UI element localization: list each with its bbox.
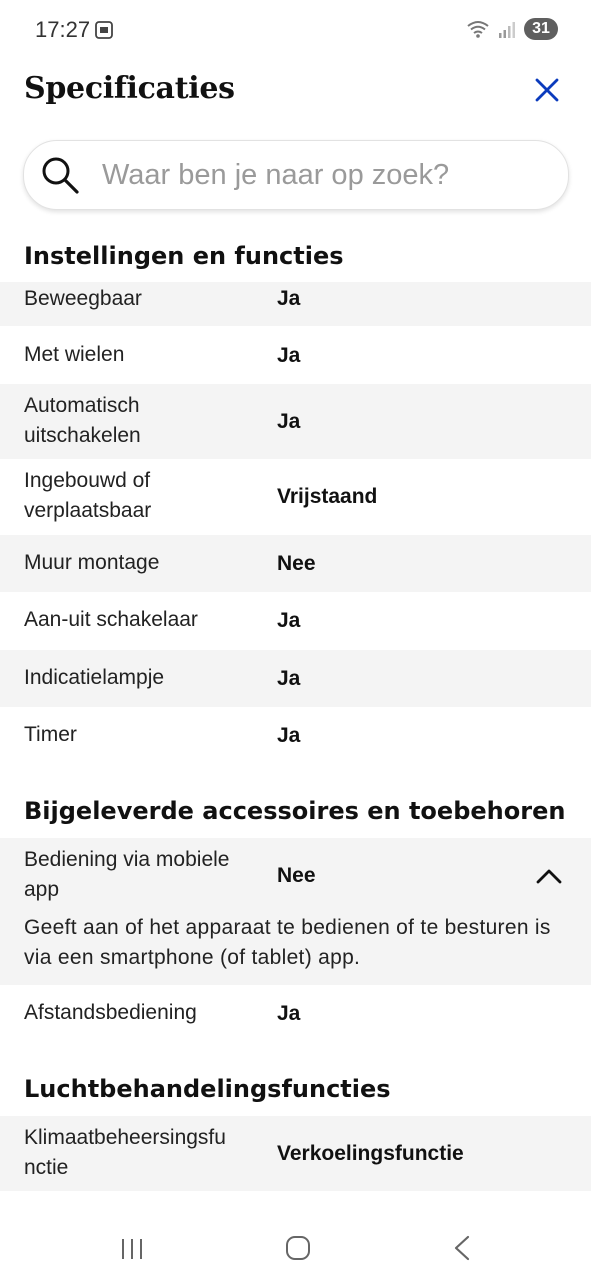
spec-row [0,459,591,535]
close-icon[interactable] [533,76,561,104]
spec-value: Ja [277,609,301,632]
spec-label: Afstandsbediening [24,1001,197,1024]
spec-description: Geeft aan of het apparaat te bedienen of te besturen is via een smartphone (of tablet) app. [24,916,551,969]
search-input[interactable] [100,158,524,193]
spec-label: Timer [24,723,77,746]
battery-badge: 31 [524,18,558,40]
spec-label: Met wielen [24,343,125,366]
spec-label: Ingebouwd of verplaatsbaar [24,469,152,522]
spec-value: Verkoelingsfunctie [277,1142,464,1165]
header [24,70,567,110]
wifi-icon [466,19,490,39]
spec-row [0,592,591,650]
spec-row [0,326,591,384]
spec-row [0,535,591,592]
spec-row [0,707,591,765]
spec-row [0,384,591,459]
spec-label: Beweegbaar [24,287,142,310]
spec-label: Indicatielampje [24,666,165,689]
status-time: 17:27 [35,17,91,42]
spec-value: Ja [277,1002,301,1025]
chevron-up-icon[interactable] [535,866,563,886]
spec-label: Klimaatbeheersingsfu nctie [24,1126,226,1179]
signal-icon [498,19,516,39]
section-title: Luchtbehandelingsfuncties [24,1075,391,1103]
spec-value: Vrijstaand [277,485,378,508]
recents-icon[interactable] [119,1237,145,1261]
spec-label: Bediening via mobiele app [24,848,230,901]
section-title: Instellingen en functies [24,242,344,270]
spec-value: Ja [277,667,301,690]
home-icon[interactable] [284,1234,312,1262]
spec-value: Ja [277,287,301,310]
status-bar [0,0,591,60]
spec-value: Ja [277,724,301,747]
spec-label: Muur montage [24,551,160,574]
spec-value: Nee [277,864,316,887]
back-icon[interactable] [452,1234,472,1262]
spec-label: Aan-uit schakelaar [24,608,198,631]
screenshot-icon [94,20,114,40]
spec-row-expanded[interactable] [0,838,591,985]
search-bar[interactable] [23,140,569,210]
system-nav-bar [0,1210,591,1280]
spec-row [0,985,591,1043]
spec-label: Automatisch uitschakelen [24,394,141,447]
search-icon [40,155,80,195]
spec-row [0,282,591,326]
spec-value: Ja [277,410,301,433]
status-icons [466,18,558,40]
spec-value: Nee [277,552,316,575]
spec-row [0,1116,591,1191]
page-title: Specificaties [24,71,235,106]
section-title: Bijgeleverde accessoires en toebehoren [24,797,566,825]
spec-value: Ja [277,344,301,367]
spec-row [0,650,591,707]
